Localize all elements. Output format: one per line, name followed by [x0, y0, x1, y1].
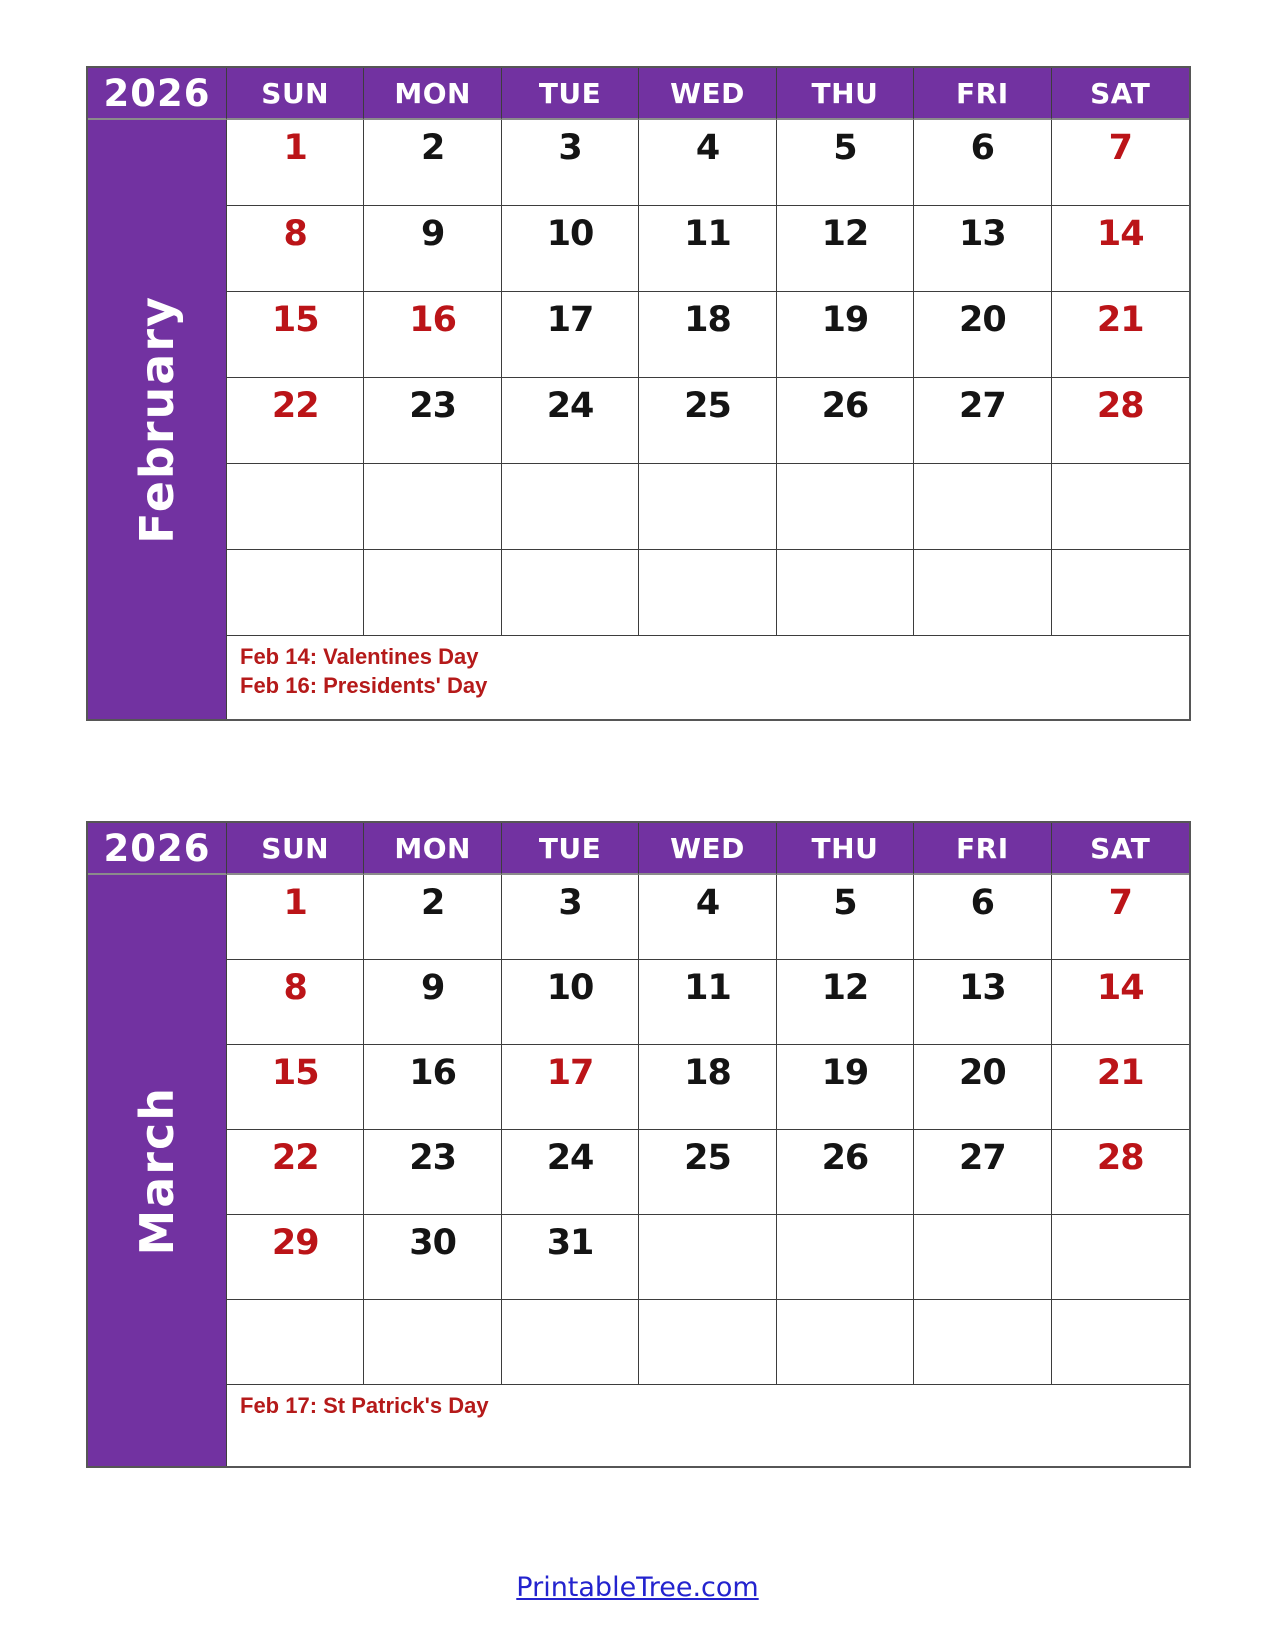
footer [0, 1572, 1275, 1603]
day-number: 24 [546, 1138, 594, 1178]
day-number: 27 [958, 1138, 1006, 1178]
printabletree-link[interactable]: PrintableTree.com [516, 1572, 759, 1603]
day-cell [227, 550, 364, 636]
day-number: 25 [684, 386, 731, 426]
day-number: 24 [546, 386, 594, 426]
day-cell [1052, 292, 1189, 378]
day-cell [1052, 120, 1189, 206]
day-cell [502, 378, 639, 464]
day-cell [777, 1300, 914, 1385]
day-cell [502, 292, 639, 378]
day-number: 13 [958, 214, 1006, 254]
day-cell [502, 1130, 639, 1215]
day-cell [1052, 464, 1189, 550]
day-number: 11 [684, 214, 731, 254]
day-cell [502, 875, 639, 960]
day-cell [364, 550, 501, 636]
day-cell [639, 1045, 776, 1130]
day-number: 9 [420, 968, 445, 1008]
day-cell [227, 1045, 364, 1130]
day-number: 14 [1096, 968, 1144, 1008]
day-number: 12 [821, 214, 869, 254]
day-number: 11 [684, 968, 731, 1008]
day-cell [227, 464, 364, 550]
day-cell [777, 1215, 914, 1300]
month-label: March [130, 1085, 184, 1256]
holiday-note: Feb 16: Presidents' Day [240, 673, 488, 698]
day-number: 18 [684, 300, 731, 340]
day-cell [227, 1300, 364, 1385]
day-cell [639, 464, 776, 550]
day-cell [914, 875, 1051, 960]
day-number: 9 [420, 214, 445, 254]
day-number: 16 [409, 1053, 456, 1093]
day-cell [1052, 206, 1189, 292]
day-cell [227, 960, 364, 1045]
day-number: 23 [409, 386, 456, 426]
day-number: 15 [271, 1053, 319, 1093]
day-cell [914, 206, 1051, 292]
holiday-note: Feb 14: Valentines Day [240, 644, 479, 669]
month-sidebar [88, 120, 227, 719]
calendar-february [86, 66, 1191, 721]
day-cell [1052, 960, 1189, 1045]
day-number: 2 [420, 883, 445, 923]
weekday-header-thu: THU [777, 823, 914, 875]
day-number: 26 [821, 386, 869, 426]
day-cell [639, 292, 776, 378]
day-cell [227, 1215, 364, 1300]
day-cell [1052, 550, 1189, 636]
day-cell [777, 464, 914, 550]
day-cell [1052, 1045, 1189, 1130]
day-cell [777, 120, 914, 206]
day-number: 20 [958, 300, 1006, 340]
day-cell [364, 206, 501, 292]
day-cell [639, 378, 776, 464]
day-cell [502, 206, 639, 292]
day-number: 8 [283, 968, 307, 1008]
day-cell [502, 1045, 639, 1130]
day-cell [1052, 1300, 1189, 1385]
day-cell [502, 550, 639, 636]
weekday-header-tue: TUE [502, 823, 639, 875]
day-number: 31 [546, 1223, 594, 1263]
day-number: 23 [409, 1138, 456, 1178]
day-number: 21 [1096, 300, 1144, 340]
day-cell [502, 1215, 639, 1300]
day-cell [777, 1045, 914, 1130]
day-cell [364, 378, 501, 464]
holiday-notes [227, 636, 1189, 719]
day-number: 27 [958, 386, 1006, 426]
day-number: 10 [546, 214, 594, 254]
day-cell [227, 1130, 364, 1215]
day-number: 29 [271, 1223, 319, 1263]
weekday-header-sun: SUN [227, 823, 364, 875]
day-cell [502, 1300, 639, 1385]
day-cell [639, 1300, 776, 1385]
weekday-header-fri: FRI [914, 68, 1051, 120]
day-number: 1 [283, 128, 307, 168]
day-number: 8 [283, 214, 307, 254]
day-cell [777, 960, 914, 1045]
day-number: 20 [958, 1053, 1006, 1093]
day-cell [1052, 378, 1189, 464]
day-number: 12 [821, 968, 869, 1008]
day-number: 6 [970, 883, 995, 923]
day-cell [227, 120, 364, 206]
day-number: 17 [546, 300, 594, 340]
month-label: February [130, 295, 184, 544]
day-cell [1052, 1215, 1189, 1300]
day-cell [777, 1130, 914, 1215]
day-cell [1052, 1130, 1189, 1215]
day-cell [364, 1045, 501, 1130]
day-number: 3 [558, 883, 582, 923]
day-cell [914, 1130, 1051, 1215]
day-cell [639, 1215, 776, 1300]
day-cell [502, 464, 639, 550]
day-cell [914, 1045, 1051, 1130]
day-cell [914, 464, 1051, 550]
day-number: 13 [958, 968, 1006, 1008]
day-number: 7 [1108, 883, 1132, 923]
day-cell [914, 292, 1051, 378]
day-cell [639, 960, 776, 1045]
day-number: 3 [558, 128, 582, 168]
day-number: 17 [546, 1053, 594, 1093]
day-cell [914, 378, 1051, 464]
day-cell [777, 206, 914, 292]
month-sidebar [88, 875, 227, 1466]
day-cell [364, 120, 501, 206]
day-cell [777, 292, 914, 378]
day-number: 10 [546, 968, 594, 1008]
day-cell [914, 960, 1051, 1045]
day-number: 6 [970, 128, 995, 168]
day-cell [914, 1300, 1051, 1385]
day-number: 16 [409, 300, 456, 340]
day-cell [364, 960, 501, 1045]
day-cell [364, 875, 501, 960]
weekday-header-thu: THU [777, 68, 914, 120]
calendar-march [86, 821, 1191, 1468]
day-cell [364, 1215, 501, 1300]
day-number: 30 [409, 1223, 456, 1263]
year-label: 2026 [88, 823, 227, 875]
day-cell [639, 875, 776, 960]
day-cell [777, 550, 914, 636]
weekday-header-sat: SAT [1052, 823, 1189, 875]
day-cell [502, 120, 639, 206]
day-number: 26 [821, 1138, 869, 1178]
day-number: 25 [684, 1138, 731, 1178]
day-cell [914, 1215, 1051, 1300]
day-number: 22 [271, 386, 319, 426]
weekday-header-mon: MON [364, 68, 501, 120]
day-number: 5 [833, 883, 857, 923]
weekday-header-fri: FRI [914, 823, 1051, 875]
day-number: 28 [1096, 386, 1144, 426]
day-cell [227, 292, 364, 378]
weekday-header-mon: MON [364, 823, 501, 875]
day-cell [914, 120, 1051, 206]
holiday-note: Feb 17: St Patrick's Day [240, 1393, 489, 1418]
day-cell [914, 550, 1051, 636]
holiday-notes [227, 1385, 1189, 1466]
day-number: 21 [1096, 1053, 1144, 1093]
day-cell [777, 378, 914, 464]
day-cell [639, 206, 776, 292]
weekday-header-sun: SUN [227, 68, 364, 120]
day-number: 19 [821, 300, 869, 340]
day-number: 4 [695, 128, 720, 168]
day-number: 1 [283, 883, 307, 923]
day-cell [227, 875, 364, 960]
day-cell [227, 206, 364, 292]
day-cell [364, 292, 501, 378]
day-cell [364, 1130, 501, 1215]
day-number: 15 [271, 300, 319, 340]
year-label: 2026 [88, 68, 227, 120]
day-number: 4 [695, 883, 720, 923]
day-number: 7 [1108, 128, 1132, 168]
weekday-header-tue: TUE [502, 68, 639, 120]
weekday-header-wed: WED [639, 68, 776, 120]
day-number: 19 [821, 1053, 869, 1093]
day-cell [777, 875, 914, 960]
day-number: 22 [271, 1138, 319, 1178]
weekday-header-wed: WED [639, 823, 776, 875]
day-cell [639, 1130, 776, 1215]
day-cell [502, 960, 639, 1045]
day-number: 18 [684, 1053, 731, 1093]
day-number: 2 [420, 128, 445, 168]
day-number: 28 [1096, 1138, 1144, 1178]
day-cell [639, 120, 776, 206]
day-cell [364, 1300, 501, 1385]
day-number: 5 [833, 128, 857, 168]
weekday-header-sat: SAT [1052, 68, 1189, 120]
day-number: 14 [1096, 214, 1144, 254]
day-cell [227, 378, 364, 464]
day-cell [364, 464, 501, 550]
day-cell [639, 550, 776, 636]
day-cell [1052, 875, 1189, 960]
